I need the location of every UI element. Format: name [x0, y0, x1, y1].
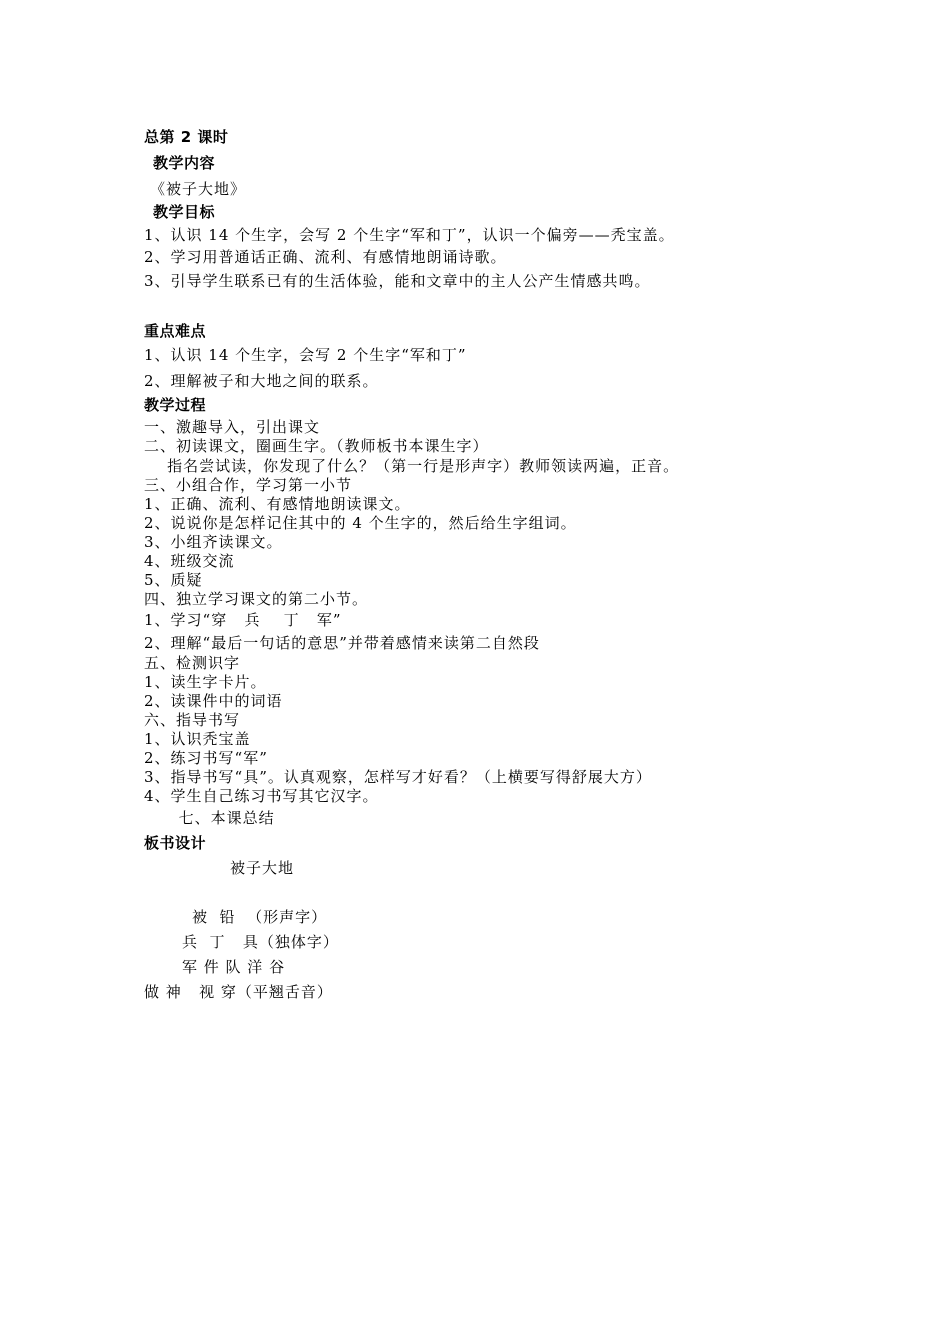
lesson-title: 总第 2 课时 — [144, 128, 229, 146]
process-item: 2、说说你是怎样记住其中的 4 个生字的，然后给生字组词。 — [144, 514, 577, 532]
goal-item: 1、认识 14 个生字，会写 2 个生字“军和丁”，认识一个偏旁——秃宝盖。 — [144, 226, 675, 244]
goal-item: 2、学习用普通话正确、流利、有感情地朗诵诗歌。 — [144, 248, 507, 266]
key-item: 2、理解被子和大地之间的联系。 — [144, 372, 379, 390]
process-heading: 教学过程 — [144, 396, 207, 414]
board-line: 兵 丁 具（独体字） — [182, 933, 339, 951]
process-item: 七、本课总结 — [144, 809, 275, 827]
process-item: 3、指导书写“具”。认真观察，怎样写才好看？（上横要写得舒展大方） — [144, 768, 652, 786]
process-item: 2、读课件中的词语 — [144, 692, 283, 710]
key-heading: 重点难点 — [144, 322, 207, 340]
goal-item: 3、引导学生联系已有的生活体验，能和文章中的主人公产生情感共鸣。 — [144, 272, 651, 290]
process-item: 1、认识秃宝盖 — [144, 730, 251, 748]
process-item: 1、正确、流利、有感情地朗读课文。 — [144, 495, 411, 513]
board-title: 被子大地 — [230, 859, 295, 877]
board-line: 被 铅 （形声字） — [192, 908, 328, 926]
process-item: 1、读生字卡片。 — [144, 673, 267, 691]
process-item: 3、小组齐读课文。 — [144, 533, 283, 551]
key-item: 1、认识 14 个生字，会写 2 个生字“军和丁” — [144, 346, 467, 364]
board-line: 军 件 队 洋 谷 — [182, 958, 286, 976]
process-item: 二、初读课文，圈画生字。（教师板书本课生字） — [144, 437, 489, 455]
content-heading: 教学内容 — [153, 154, 216, 172]
board-line: 做 神 视 穿（平翘舌音） — [144, 983, 333, 1001]
process-item: 4、学生自己练习书写其它汉字。 — [144, 787, 379, 805]
process-item: 三、小组合作，学习第一小节 — [144, 476, 353, 494]
process-item: 五、检测识字 — [144, 654, 241, 672]
process-item: 指名尝试读，你发现了什么？（第一行是形声字）教师领读两遍，正音。 — [144, 457, 680, 475]
content-text: 《被子大地》 — [150, 180, 247, 198]
process-item: 2、理解“最后一句话的意思”并带着感情来读第二自然段 — [144, 634, 540, 652]
process-item: 4、班级交流 — [144, 552, 235, 570]
process-item: 四、独立学习课文的第二小节。 — [144, 590, 369, 608]
process-item: 2、练习书写“军” — [144, 749, 268, 767]
process-item: 六、指导书写 — [144, 711, 241, 729]
process-item: 1、学习“穿 兵 丁 军” — [144, 611, 342, 629]
goals-heading: 教学目标 — [153, 203, 216, 221]
board-heading: 板书设计 — [144, 834, 207, 852]
process-item: 5、质疑 — [144, 571, 203, 589]
process-item: 一、激趣导入，引出课文 — [144, 418, 321, 436]
